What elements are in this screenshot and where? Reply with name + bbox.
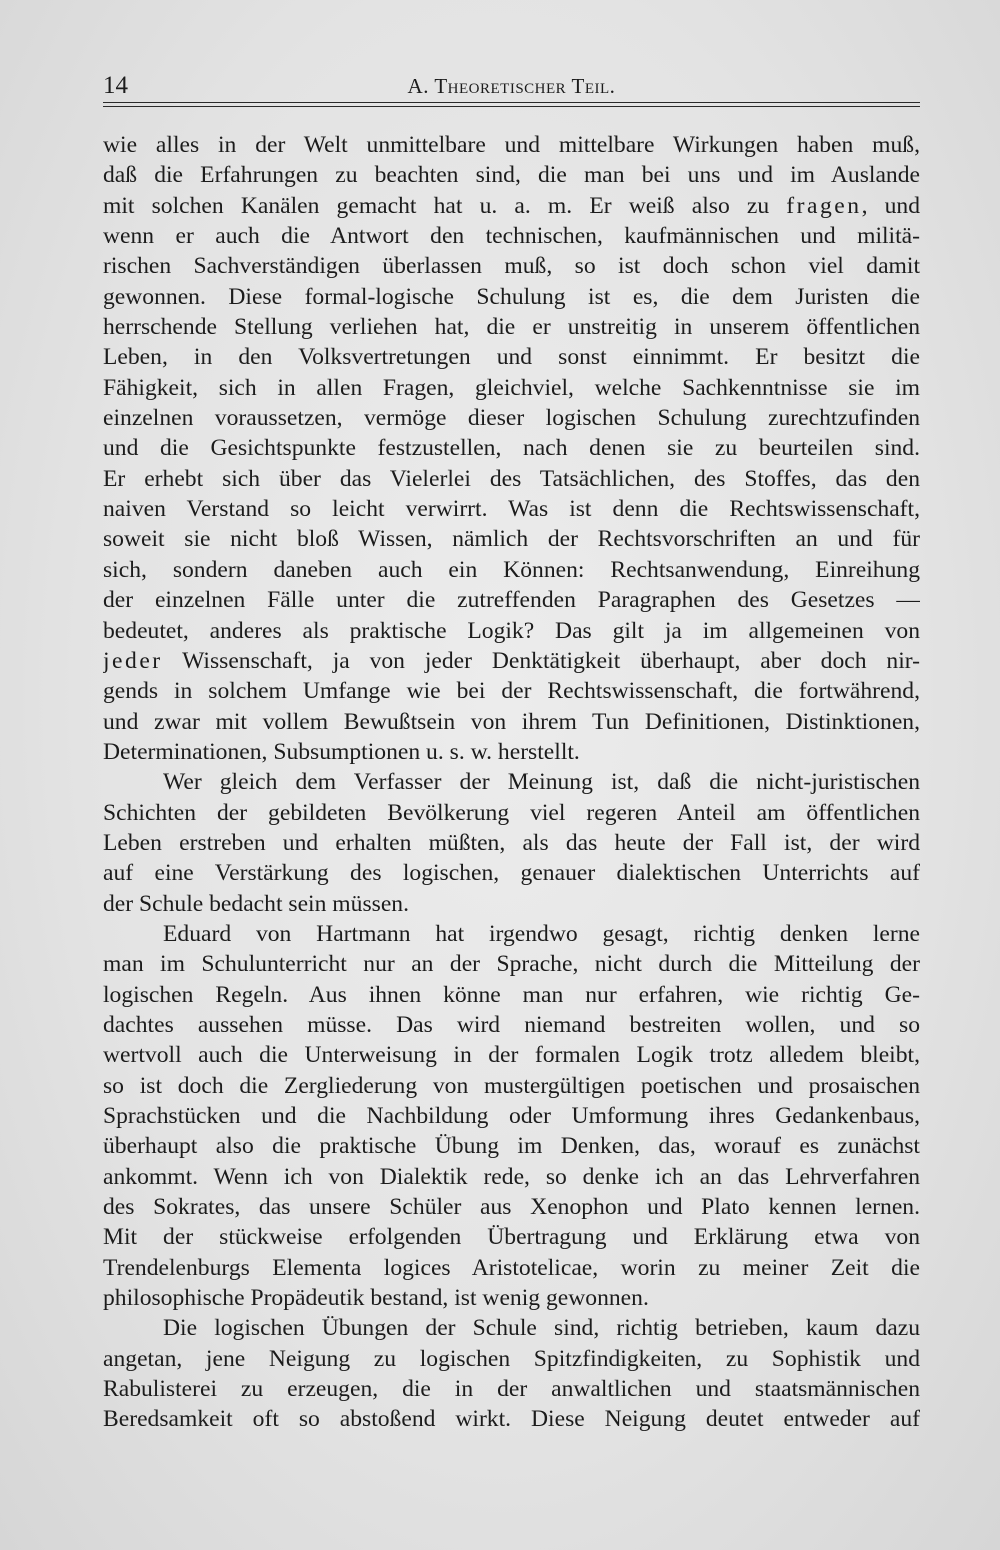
text-line: man im Schulunterricht nur an der Sprache, nicht durch die Mitteilung der [103, 951, 920, 978]
text-line: herrschende Stellung verliehen hat, die er unstreitig in unserem öffentlichen [103, 314, 920, 341]
text-line: logischen Regeln. Aus ihnen könne man nur erfahren, wie richtig Ge- [103, 981, 920, 1008]
text-line: des Sokrates, das unsere Schüler aus Xenophon und Plato kennen lernen. [103, 1194, 920, 1221]
text-line: daß die Erfahrungen zu beachten sind, die man bei uns und im Auslande [103, 162, 920, 189]
text-line: Die logischen Übungen der Schule sind, richtig betrieben, kaum dazu [163, 1315, 920, 1342]
text-line: Beredsamkeit oft so abstoßend wirkt. Diese Neigung deutet entweder auf [103, 1406, 920, 1433]
text-line: wenn er auch die Antwort den technischen, kaufmännischen und militä- [103, 223, 920, 250]
page-number: 14 [103, 72, 128, 99]
text-line: Mit der stückweise erfolgenden Übertragung und Erklärung etwa von [103, 1224, 920, 1251]
header-double-rule [103, 102, 920, 107]
text-line: Leben, in den Volksvertretungen und sonst einnimmt. Er besitzt die [103, 344, 920, 371]
text-line: sich, sondern daneben auch ein Können: Rechtsanwendung, Einreihung [103, 556, 920, 583]
text-line: wie alles in der Welt unmittelbare und mittelbare Wirkungen haben muß, [103, 132, 920, 158]
emphasized-word: jeder [103, 647, 163, 674]
text-line: Fähigkeit, sich in allen Fragen, gleichviel, welche Sachkenntnisse sie im [103, 374, 920, 401]
text-line: auf eine Verstärkung des logischen, genauer dialektischen Unterrichts auf [103, 860, 920, 887]
text-line: ankommt. Wenn ich von Dialektik rede, so denke ich an das Lehrverfahren [103, 1163, 920, 1190]
text-line: Eduard von Hartmann hat irgendwo gesagt, richtig denken lerne [163, 920, 920, 947]
text-line: der Schule bedacht sein müssen. [103, 890, 409, 917]
text-line: Trendelenburgs Elementa logices Aristotelicae, worin zu meiner Zeit die [103, 1254, 920, 1281]
emphasized-word: fragen [786, 192, 862, 219]
text-line: bedeutet, anderes als praktische Logik? Das gilt ja im allgemeinen von [103, 617, 920, 644]
text-line: überhaupt also die praktische Übung im Denken, das, worauf es zunächst [103, 1133, 920, 1160]
text-line: rischen Sachverständigen überlassen muß, so ist doch schon viel damit [103, 253, 920, 280]
text-line: jeder Wissenschaft, ja von jeder Denktätigkeit überhaupt, aber doch nir- [103, 647, 920, 674]
page-header [103, 70, 920, 102]
text-line: gends in solchem Umfange wie bei der Rechtswissenschaft, die fortwährend, [103, 678, 920, 705]
text-line: der einzelnen Fälle unter die zutreffenden Paragraphen des Gesetzes — [103, 587, 920, 614]
text-line: und die Gesichtspunkte festzustellen, nach denen sie zu beurteilen sind. [103, 435, 920, 462]
text-line: so ist doch die Zergliederung von mustergültigen poetischen und prosaischen [103, 1072, 920, 1099]
text-line: und zwar mit vollem Bewußtsein von ihrem Tun Definitionen, Distinktionen, [103, 708, 920, 735]
text-line: Leben erstreben und erhalten müßten, als das heute der Fall ist, der wird [103, 829, 920, 856]
text-line: naiven Verstand so leicht verwirrt. Was ist denn die Rechtswissenschaft, [103, 496, 920, 523]
text-line: mit solchen Kanälen gemacht hat u. a. m. Er weiß also zu fragen, und [103, 192, 920, 219]
text-line: wertvoll auch die Unterweisung in der formalen Logik trotz alledem bleibt, [103, 1042, 920, 1069]
text-line: Determinationen, Subsumptionen u. s. w. herstellt. [103, 738, 580, 765]
text-line: Schichten der gebildeten Bevölkerung viel regeren Anteil am öffentlichen [103, 799, 920, 826]
text-line: Er erhebt sich über das Vielerlei des Tatsächlichen, des Stoffes, das den [103, 465, 920, 492]
text-line: gewonnen. Diese formal-logische Schulung ist es, die dem Juristen die [103, 283, 920, 310]
text-line: Wer gleich dem Verfasser der Meinung ist, daß die nicht-juristischen [163, 769, 920, 796]
text-line: Sprachstücken und die Nachbildung oder Umformung ihres Gedankenbaus, [103, 1103, 920, 1129]
text-line: Rabulisterei zu erzeugen, die in der anwaltlichen und staatsmännischen [103, 1376, 920, 1403]
text-line: angetan, jene Neigung zu logischen Spitzfindigkeiten, zu Sophistik und [103, 1345, 920, 1372]
body-text [103, 130, 920, 1435]
text-line: dachtes aussehen müsse. Das wird niemand bestreiten wollen, und so [103, 1011, 920, 1038]
text-line: soweit sie nicht bloß Wissen, nämlich der Rechtsvorschriften an und für [103, 526, 920, 553]
text-line: philosophische Propädeutik bestand, ist wenig gewonnen. [103, 1285, 649, 1312]
text-line: einzelnen voraussetzen, vermöge dieser logischen Schulung zurechtzufinden [103, 405, 920, 432]
running-head: A. Theoretischer Teil. [407, 74, 616, 98]
